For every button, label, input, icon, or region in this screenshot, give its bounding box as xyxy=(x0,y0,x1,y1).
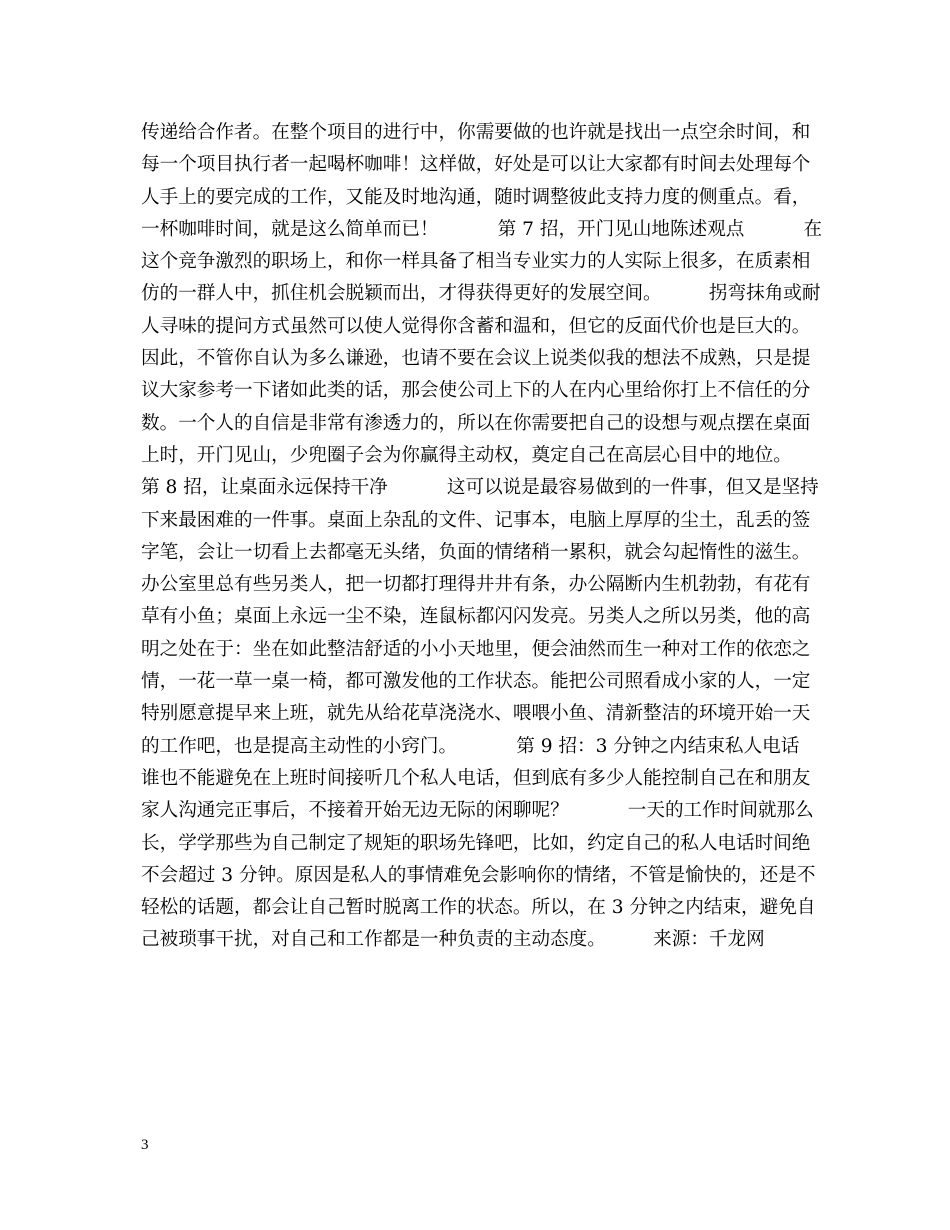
text-line: 每一个项目执行者一起喝杯咖啡！这样做，好处是可以让大家都有时间去处理每个 xyxy=(141,154,811,176)
text-line: 办公室里总有些另类人，把一切都打理得井井有条，办公隔断内生机勃勃，有花有 xyxy=(141,574,811,596)
text-line: 一杯咖啡时间，就是这么简单而已！ 第 7 招，开门见山地陈述观点 在 xyxy=(141,218,823,240)
text-line: 谁也不能避免在上班时间接听几个私人电话，但到底有多少人能控制自己在和朋友 xyxy=(141,767,811,789)
text-line: 明之处在于：坐在如此整洁舒适的小小天地里，便会油然而生一种对工作的依恋之 xyxy=(141,638,811,660)
text-line: 数。一个人的自信是非常有渗透力的，所以在你需要把自己的设想与观点摆在桌面 xyxy=(141,412,811,434)
text-line: 特别愿意提早来上班，就先从给花草浇浇水、喂喂小鱼、清新整洁的环境开始一天 xyxy=(141,703,811,725)
text-line: 家人沟通完正事后，不接着开始无边无际的闲聊呢？ 一天的工作时间就那么 xyxy=(141,800,814,822)
text-line: 议大家参考一下诸如此类的话，那会使公司上下的人在内心里给你打上不信任的分 xyxy=(141,380,811,402)
text-line: 长，学学那些为自己制定了规矩的职场先锋吧，比如，约定自己的私人电话时间绝 xyxy=(141,832,811,854)
page-number: 3 xyxy=(141,1137,149,1153)
text-line: 字笔，会让一切看上去都毫无头绪，负面的情绪稍一累积，就会勾起惰性的滋生。 xyxy=(141,541,811,563)
text-line: 第 8 招，让桌面永远保持干净 这可以说是最容易做到的一件事，但又是坚持 xyxy=(141,477,819,499)
text-line: 情，一花一草一桌一椅，都可激发他的工作状态。能把公司照看成小家的人，一定 xyxy=(141,671,811,693)
text-line: 因此，不管你自认为多么谦逊，也请不要在会议上说类似我的想法不成熟，只是提 xyxy=(141,348,811,370)
text-line: 下来最困难的一件事。桌面上杂乱的文件、记事本，电脑上厚厚的尘土，乱丢的签 xyxy=(141,509,811,531)
text-line: 这个竞争激烈的职场上，和你一样具备了相当专业实力的人实际上很多，在质素相 xyxy=(141,251,811,273)
text-line: 轻松的话题，都会让自己暂时脱离工作的状态。所以，在 3 分钟之内结束，避免自 xyxy=(141,897,816,919)
text-line: 仿的一群人中，抓住机会脱颖而出，才得获得更好的发展空间。 拐弯抹角或耐 xyxy=(141,283,821,305)
body-text xyxy=(141,117,821,957)
text-line: 人手上的要完成的工作，又能及时地沟通，随时调整彼此支持力度的侧重点。看， xyxy=(141,186,811,208)
text-line: 不会超过 3 分钟。原因是私人的事情难免会影响你的情绪，不管是愉快的，还是不 xyxy=(141,864,816,886)
text-line: 人寻味的提问方式虽然可以使人觉得你含蓄和温和，但它的反面代价也是巨大的。 xyxy=(141,315,811,337)
text-line: 上时，开门见山，少兜圈子会为你赢得主动权，奠定自己在高层心目中的地位。 xyxy=(141,444,792,466)
text-line: 传递给合作者。在整个项目的进行中，你需要做的也许就是找出一点空余时间，和 xyxy=(141,122,811,143)
text-line: 己被琐事干扰，对自己和工作都是一种负责的主动态度。 来源：千龙网 xyxy=(141,929,765,951)
text-line: 草有小鱼；桌面上永远一尘不染，连鼠标都闪闪发亮。另类人之所以另类，他的高 xyxy=(141,606,811,628)
text-line: 的工作吧，也是提高主动性的小窍门。 第 9 招：3 分钟之内结束私人电话 xyxy=(141,735,800,757)
